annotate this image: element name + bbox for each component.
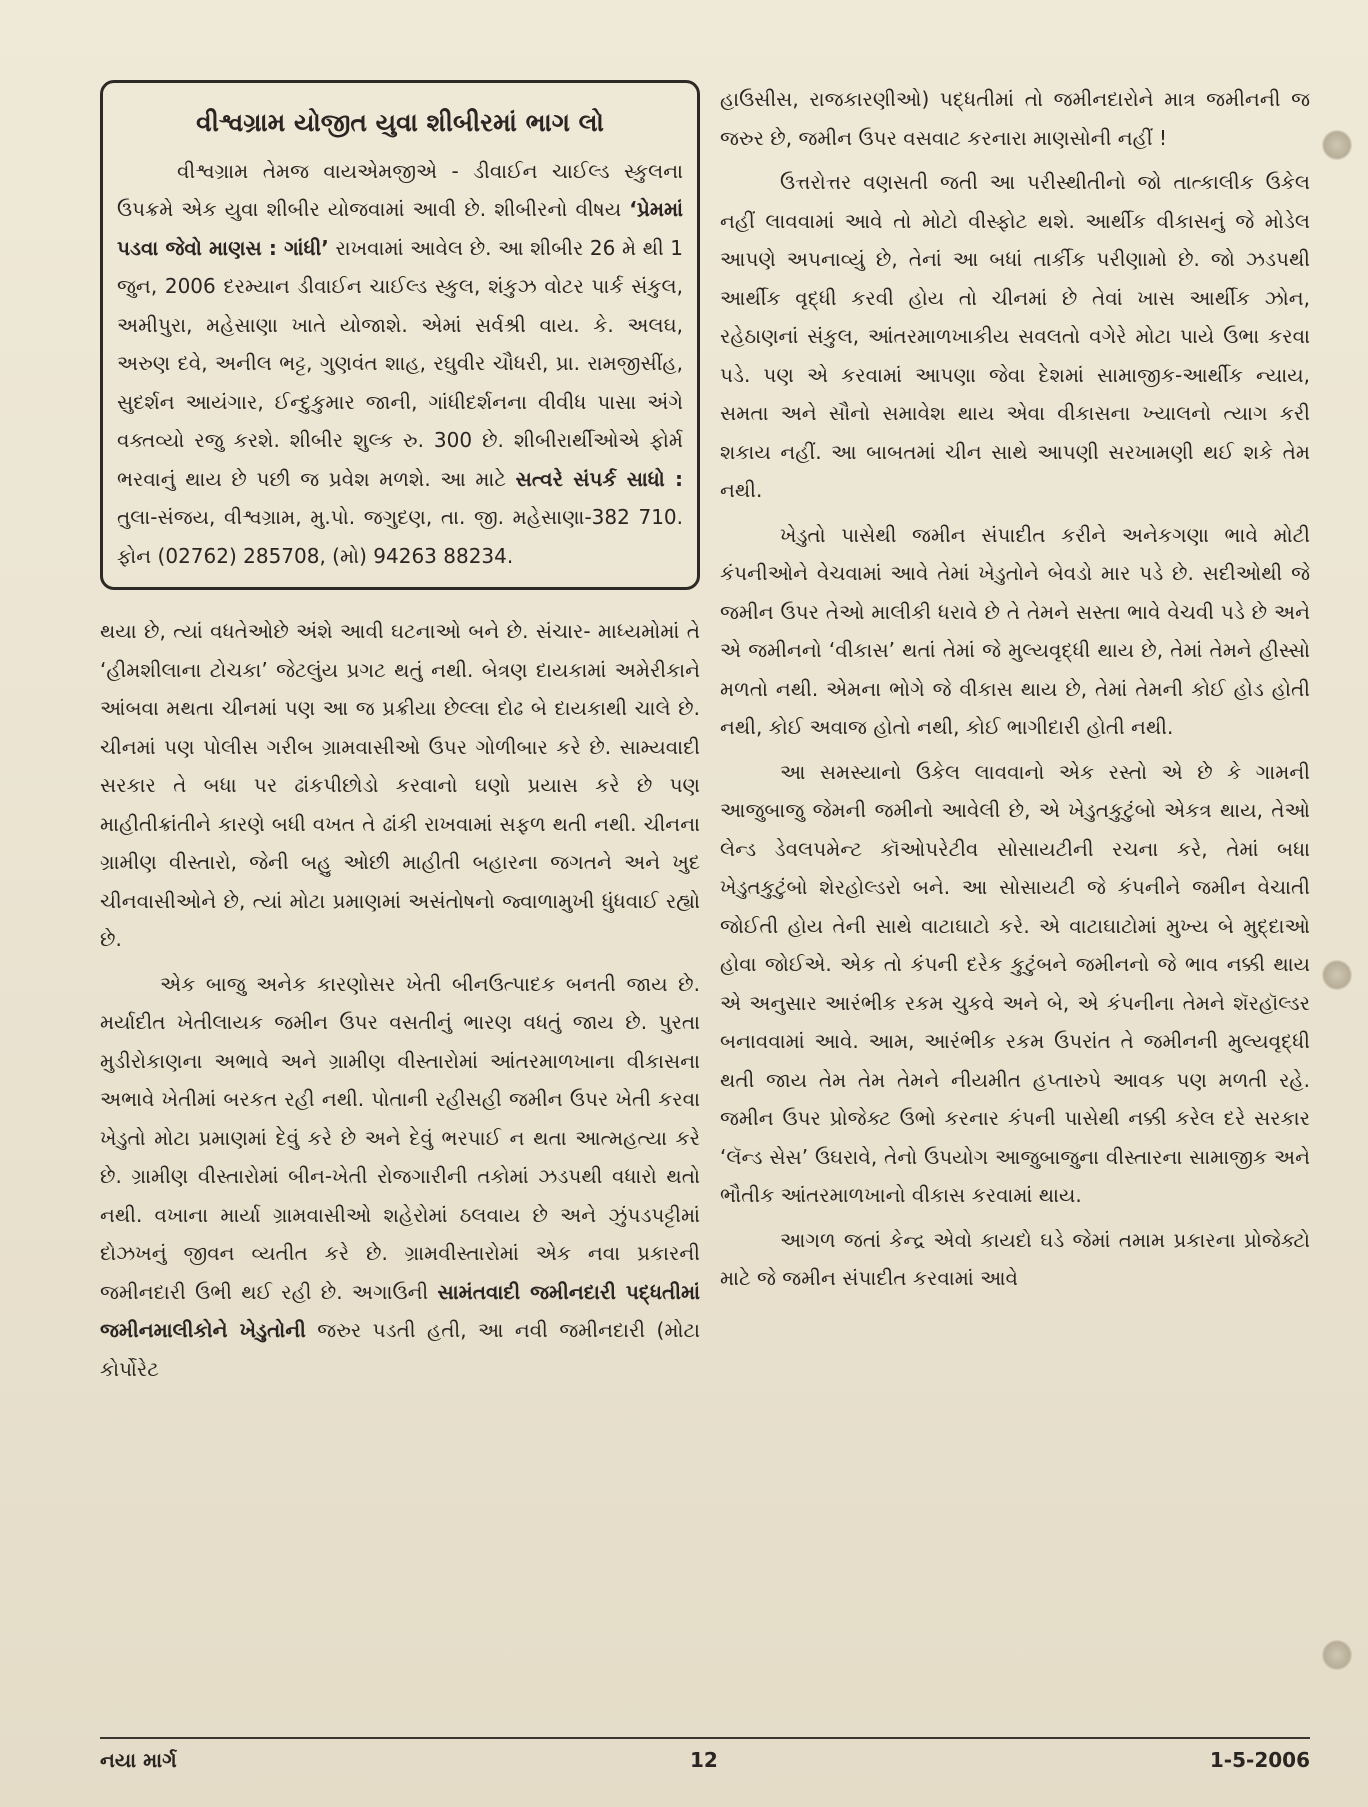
announcement-text-1: વીશ્વગ્રામ તેમજ વાયએમજીએ - ડીવાઈન ચાઈલ્ડ સ્કુલના ઉપક્રમે એક યુવા શીબીર યોજવામાં આવી છે. શીબીરનો વીષય (117, 158, 683, 221)
right-paragraph-4: આ સમસ્યાનો ઉકેલ લાવવાનો એક રસ્તો એ છે કે ગામની આજુબાજુ જેમની જમીનો આવેલી છે, એ ખેડુતકુટુંબો એકત્ર થાય, તેઓ લેન્ડ ડેવલપમેન્ટ કૉઓપરેટીવ સોસાયટીની રચના કરે, તેમાં બધા ખેડુતકુટુંબો શેરહોલ્ડરો બને. આ સોસાયટી જે કંપનીને જમીન વેચાતી જોઈતી હોય તેની સાથે વાટાઘાટો કરે. એ વાટાઘાટોમાં મુખ્ય બે મુદ્દાઓ હોવા જોઈએ. એક તો કંપની દરેક કુટુંબને જમીનનો જે ભાવ નક્કી થાય એ અનુસાર આરંભીક રકમ ચુકવે અને બે, એ કંપનીના તેમને શૅરહૉલ્ડર બનાવવામાં આવે. આમ, આરંભીક રકમ ઉપરાંત તે જમીનની મુલ્યવૃદ્ધી થતી જાય તેમ તેમ તેમને નીયમીત હપ્તારુપે આવક પણ મળતી રહે. જમીન ઉપર પ્રોજેક્ટ ઉભો કરનાર કંપની પાસેથી નક્કી કરેલ દરે સરકાર ‘લૅન્ડ સેસ’ ઉઘરાવે, તેનો ઉપયોગ આજુબાજુના વીસ્તારના સામાજીક અને ભૌતીક આંતરમાળખાનો વીકાસ કરવામાં થાય. (720, 759, 1310, 1207)
right-column (720, 80, 1310, 1304)
left-column (100, 80, 700, 1394)
publication-name: નયા માર્ગ (100, 1748, 177, 1772)
announcement-body (117, 152, 683, 576)
announcement-text-3: તુલા-સંજય, વીશ્વગ્રામ, મુ.પો. જગુદણ, તા. જી. મહેસાણા-382 710. ફોન (02762) 285708, (મો) 94263 88234. (117, 505, 683, 568)
footer-rule (100, 1737, 1310, 1739)
left-paragraph-2-tail: જરુર પડતી હતી, આ નવી જમીનદારી (મોટા કોર્પોરેટ (100, 1318, 701, 1381)
announcement-text-2: રાખવામાં આવેલ છે. આ શીબીર 26 મે થી 1 જુન, 2006 દરમ્યાન ડીવાઈન ચાઈલ્ડ સ્કુલ, શંકુઝ વોટર પાર્ક સંકુલ, અમીપુરા, મહેસાણા ખાતે યોજાશે. એમાં સર્વશ્રી વાય. કે. અલઘ, અરુણ દવે, અનીલ ભટ્ટ, ગુણવંત શાહ, રઘુવીર ચૌધરી, પ્રા. રામજીસીંહ, સુદર્શન આયંગાર, ઈન્દુકુમાર જાની, ગાંધીદર્શનના વીવીધ પાસા અંગે વક્તવ્યો રજુ કરશે. શીબીર શુલ્ક રુ. 300 છે. શીબીરાર્થીઓએ ફોર્મ ભરવાનું થાય છે પછી જ પ્રવેશ મળશે. આ માટે (117, 235, 683, 491)
announcement-contact-label: સત્વરે સંપર્ક સાધો : (515, 466, 683, 491)
announcement-title: વીશ્વગ્રામ યોજીત યુવા શીબીરમાં ભાગ લો (196, 108, 604, 137)
left-paragraph-2-bold: સામંતવાદી જમીનદારી પદ્ધતીમાં જમીનમાલીકોને ખેડુતોની (100, 1279, 700, 1342)
punch-hole (1322, 1640, 1352, 1670)
page-number: 12 (690, 1748, 718, 1772)
right-paragraph-5: આગળ જતાં કેન્દ્ર એવો કાયદો ઘડે જેમાં તમામ પ્રકારના પ્રોજેક્ટો માટે જે જમીન સંપાદીત કરવામાં આવે (720, 1227, 1310, 1290)
left-paragraph-2-text: એક બાજુ અનેક કારણોસર ખેતી બીનઉત્પાદક બનતી જાય છે. મર્યાદીત ખેતીલાયક જમીન ઉપર વસતીનું ભારણ વધતું જાય છે. પુરતા મુડીરોકાણના અભાવે અને ગ્રામીણ વીસ્તારોમાં આંતરમાળખાના વીકાસના અભાવે ખેતીમાં બરકત રહી નથી. પોતાની રહીસહી જમીન ઉપર ખેતી કરવા ખેડુતો મોટા પ્રમાણમાં દેવું કરે છે અને દેવું ભરપાઈ ન થતા આત્મહત્યા કરે છે. ગ્રામીણ વીસ્તારોમાં બીન-ખેતી રોજગારીની તકોમાં ઝડપથી વધારો થતો નથી. વખાના માર્યા ગ્રામવાસીઓ શહેરોમાં ઠલવાય છે અને ઝુંપડપટ્ટીમાં દોઝખનું જીવન વ્યતીત કરે છે. ગ્રામવીસ્તારોમાં એક નવા પ્રકારની જમીનદારી ઉભી થઈ રહી છે. અગાઉની (100, 971, 700, 1304)
punch-hole (1322, 130, 1352, 160)
issue-date: 1-5-2006 (1209, 1748, 1310, 1772)
announcement-topic: ‘પ્રેમમાં પડવા જેવો માણસ : ગાંધી’ (117, 197, 683, 260)
left-paragraph-1: થયા છે, ત્યાં વધતેઓછે અંશે આવી ઘટનાઓ બને છે. સંચાર- માધ્યમોમાં તે ‘હીમશીલાના ટોચકા’ જેટલુંય પ્રગટ થતું નથી. બેત્રણ દાયકામાં અમેરીકાને આંબવા મથતા ચીનમાં પણ આ જ પ્રક્રીયા છેલ્લા દોઢ બે દાયકાથી ચાલે છે. ચીનમાં પણ પોલીસ ગરીબ ગ્રામવાસીઓ ઉપર ગોળીબાર કરે છે. સામ્યવાદી સરકાર તે બધા પર ઢાંકપીછોડો કરવાનો ઘણો પ્રયાસ કરે છે પણ માહીતીક્રાંતીને કારણે બધી વખત તે ઢાંકી રાખવામાં સફળ થતી નથી. ચીનના ગ્રામીણ વીસ્તારો, જેની બહુ ઓછી માહીતી બહારના જગતને અને ખુદ ચીનવાસીઓને છે, ત્યાં મોટા પ્રમાણમાં અસંતોષનો જ્વાળામુખી ધુંધવાઈ રહ્યો છે. (100, 619, 700, 951)
right-paragraph-2: ઉત્તરોત્તર વણસતી જતી આ પરીસ્થીતીનો જો તાત્કાલીક ઉકેલ નહીં લાવવામાં આવે તો મોટો વીસ્ફોટ થશે. આર્થીક વીકાસનું જે મોડેલ આપણે અપનાવ્યું છે, તેનાં આ બધાં તાર્કીક પરીણામો છે. જો ઝડપથી આર્થીક વૃદ્ધી કરવી હોય તો ચીનમાં છે તેવાં ખાસ આર્થીક ઝોન, રહેઠાણનાં સંકુલ, આંતરમાળખાકીય સવલતો વગેરે મોટા પાયે ઉભા કરવા પડે. પણ એ કરવામાં આપણા જેવા દેશમાં સામાજીક-આર્થીક ન્યાય, સમતા અને સૌનો સમાવેશ થાય એવા વીકાસના ખ્યાલનો ત્યાગ કરી શકાય નહીં. આ બાબતમાં ચીન સાથે આપણી સરખામણી થઈ શકે તેમ નથી. (720, 170, 1310, 502)
punch-hole (1322, 960, 1352, 990)
left-paragraph-2 (100, 965, 700, 1389)
right-paragraph-3: ખેડુતો પાસેથી જમીન સંપાદીત કરીને અનેકગણા ભાવે મોટી કંપનીઓને વેચવામાં આવે તેમાં ખેડુતોને બેવડો માર પડે છે. સદીઓથી જે જમીન ઉપર તેઓ માલીકી ધરાવે છે તે તેમને સસ્તા ભાવે વેચવી પડે છે અને એ જમીનનો ‘વીકાસ’ થતાં તેમાં જે મુલ્યવૃદ્ધી થાય છે, તેમાં તેમને હીસ્સો મળતો નથી. એમના ભોગે જે વીકાસ થાય છે, તેમાં તેમની કોઈ હોડ હોતી નથી, કોઈ અવાજ હોતો નથી, કોઈ ભાગીદારી હોતી નથી. (720, 522, 1310, 739)
announcement-box (100, 80, 700, 590)
right-paragraph-1: હાઉસીસ, રાજકારણીઓ) પદ્ધતીમાં તો જમીનદારોને માત્ર જમીનની જ જરુર છે, જમીન ઉપર વસવાટ કરનારા માણસોની નહીં ! (720, 87, 1310, 150)
